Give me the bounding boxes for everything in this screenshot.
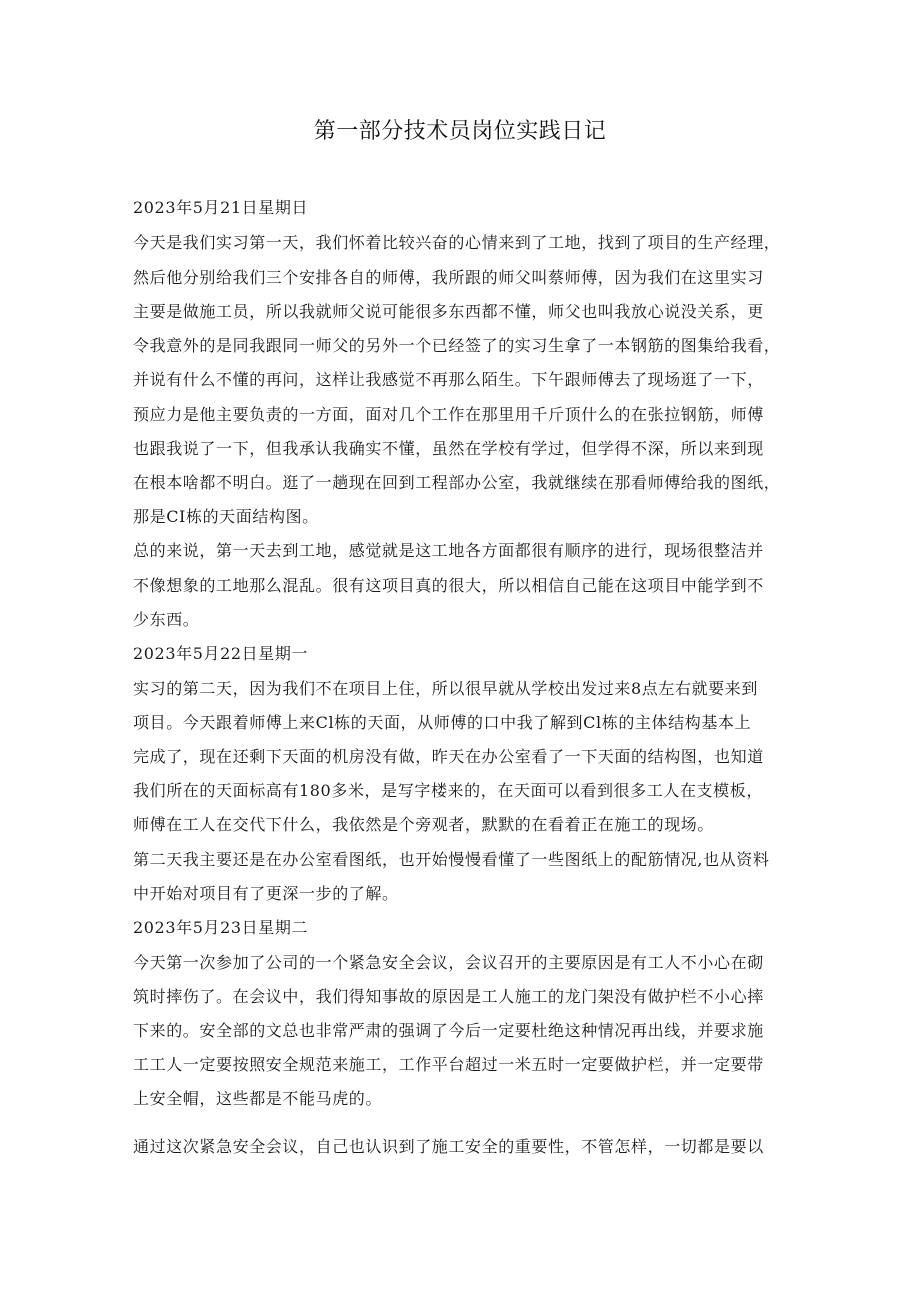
body-line: 我们所在的天面标高有180多米，是写字楼来的，在天面可以看到很多工人在支模板， [133,781,763,800]
body-line: 并说有什么不懂的再问，这样让我感觉不再那么陌生。下午跟师傅去了现场逛了一下， [133,370,764,389]
date-heading: 2023年5月22日星期一 [133,644,309,663]
body-line: 也跟我说了一下，但我承认我确实不懂，虽然在学校有学过，但学得不深，所以来到现 [133,439,764,458]
date-heading: 2023年5月23日星期二 [133,918,309,937]
body-line: 上安全帽，这些都是不能马虎的。 [133,1089,383,1108]
body-line: 在根本啥都不明白。逛了一趟现在回到工程部办公室，我就继续在那看师傅给我的图纸， [133,473,781,492]
body-line: 第二天我主要还是在办公室看图纸，也开始慢慢看懂了一些图纸上的配筋情况,也从资料 [133,850,770,869]
date-heading: 2023年5月21日星期日 [133,198,309,217]
body-line: 主要是做施工员，所以我就师父说可能很多东西都不懂，师父也叫我放心说没关系，更 [133,302,764,321]
document-title: 第一部分技术员岗位实践日记 [313,119,607,144]
body-line: 完成了，现在还剩下天面的机房没有做，昨天在办公室看了一下天面的结构图，也知道 [133,747,764,766]
body-line: 实习的第二天，因为我们不在项目上住，所以很早就从学校出发过来8点左右就要来到 [133,679,758,698]
body-line: 项目。今天跟着师傅上来Cl栋的天面，从师傅的口中我了解到Cl栋的主体结构基本上 [133,713,752,732]
body-line: 不像想象的工地那么混乱。很有这项目真的很大，所以相信自己能在这项目中能学到不 [133,576,764,595]
body-line: 今天第一次参加了公司的一个紧急安全会议，会议召开的主要原因是有工人不小心在砌 [133,953,764,972]
body-line: 今天是我们实习第一天，我们怀着比较兴奋的心情来到了工地，找到了项目的生产经理， [133,233,781,252]
body-line: 师傅在工人在交代下什么，我依然是个旁观者，默默的在看着正在施工的现场。 [133,815,715,834]
body-line: 然后他分别给我们三个安排各自的师傅，我所跟的师父叫蔡师傅，因为我们在这里实习 [133,268,764,287]
body-line: 工工人一定要按照安全规范来施工，工作平台超过一米五时一定要做护栏，并一定要带 [133,1055,764,1074]
body-line: 通过这次紧急安全会议，自己也认识到了施工安全的重要性，不管怎样，一切都是要以 [133,1137,764,1156]
body-line: 那是CI栋的天面结构图。 [133,507,319,526]
body-line: 中开始对项目有了更深一步的了解。 [133,884,399,903]
body-line: 筑时摔伤了。在会议中，我们得知事故的原因是工人施工的龙门架没有做护栏不小心摔 [133,987,764,1006]
body-line: 少东西。 [133,610,200,629]
body-line: 令我意外的是同我跟同一师父的另外一个已经签了的实习生拿了一本钢筋的图集给我看， [133,336,781,355]
body-line: 预应力是他主要负责的一方面，面对几个工作在那里用千斤顶什么的在张拉钢筋，师傅 [133,405,764,424]
body-line: 下来的。安全部的文总也非常严肃的强调了今后一定要杜绝这种情况再出线，并要求施 [133,1021,764,1040]
body-line: 总的来说，第一天去到工地，感觉就是这工地各方面都很有顺序的进行，现场很整洁并 [133,541,764,560]
